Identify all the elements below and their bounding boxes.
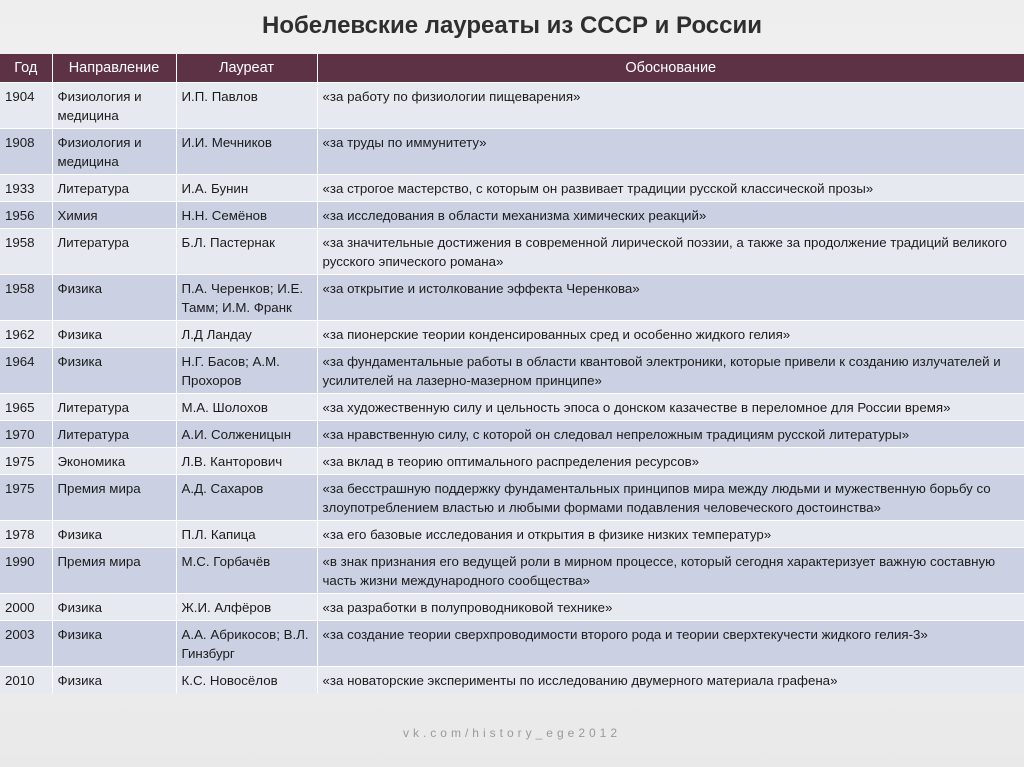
cell-laureate: К.С. Новосёлов	[176, 667, 317, 694]
cell-laureate: А.А. Абрикосов; В.Л. Гинзбург	[176, 621, 317, 667]
cell-field: Физика	[52, 621, 176, 667]
page-title: Нобелевские лауреаты из СССР и России	[261, 12, 763, 39]
table-row	[0, 421, 1024, 448]
cell-reason: «за строгое мастерство, с которым он развивает традиции русской классической прозы»	[317, 175, 1024, 202]
cell-laureate: Л.В. Канторович	[176, 448, 317, 475]
cell-field: Литература	[52, 394, 176, 421]
header-reason: Обоснование	[317, 54, 1024, 83]
cell-year: 1965	[0, 394, 52, 421]
cell-laureate: Ж.И. Алфёров	[176, 594, 317, 621]
header-year: Год	[0, 54, 52, 83]
cell-year: 1990	[0, 548, 52, 594]
cell-year: 1956	[0, 202, 52, 229]
cell-field: Физика	[52, 275, 176, 321]
table-row	[0, 594, 1024, 621]
cell-year: 1904	[0, 83, 52, 129]
cell-year: 1958	[0, 229, 52, 275]
cell-reason: «за художественную силу и цельность эпоса о донском казачестве в переломное для России время»	[317, 394, 1024, 421]
cell-reason: «за создание теории сверхпроводимости второго рода и теории сверхтекучести жидкого гелия-3»	[317, 621, 1024, 667]
cell-laureate: А.И. Солженицын	[176, 421, 317, 448]
cell-field: Литература	[52, 421, 176, 448]
cell-year: 2000	[0, 594, 52, 621]
cell-reason: «за бесстрашную поддержку фундаментальных принципов мира между людьми и мужественную борьбу со злоупотреблением властью и любыми формами подавления человеческого достоинства»	[317, 475, 1024, 521]
cell-reason: «за исследования в области механизма химических реакций»	[317, 202, 1024, 229]
cell-year: 1964	[0, 348, 52, 394]
table-row	[0, 394, 1024, 421]
header-field: Направление	[52, 54, 176, 83]
table-row	[0, 202, 1024, 229]
cell-year: 1975	[0, 448, 52, 475]
table-row	[0, 83, 1024, 129]
cell-reason: «за работу по физиологии пищеварения»	[317, 83, 1024, 129]
table-row	[0, 175, 1024, 202]
footer-watermark: vk.com/history_ege2012	[402, 726, 622, 740]
cell-reason: «за пионерские теории конденсированных сред и особенно жидкого гелия»	[317, 321, 1024, 348]
cell-laureate: П.А. Черенков; И.Е. Тамм; И.М. Франк	[176, 275, 317, 321]
cell-field: Физиология и медицина	[52, 129, 176, 175]
cell-year: 1958	[0, 275, 52, 321]
cell-reason: «за новаторские эксперименты по исследованию двумерного материала графена»	[317, 667, 1024, 694]
cell-laureate: И.П. Павлов	[176, 83, 317, 129]
cell-reason: «за его базовые исследования и открытия в физике низких температур»	[317, 521, 1024, 548]
cell-laureate: И.А. Бунин	[176, 175, 317, 202]
cell-reason: «за вклад в теорию оптимального распределения ресурсов»	[317, 448, 1024, 475]
table-row	[0, 321, 1024, 348]
cell-laureate: А.Д. Сахаров	[176, 475, 317, 521]
cell-laureate: Л.Д Ландау	[176, 321, 317, 348]
table-body	[0, 83, 1024, 694]
cell-year: 2010	[0, 667, 52, 694]
cell-laureate: И.И. Мечников	[176, 129, 317, 175]
cell-laureate: Н.Г. Басов; А.М. Прохоров	[176, 348, 317, 394]
table-row	[0, 475, 1024, 521]
cell-year: 1975	[0, 475, 52, 521]
cell-field: Физика	[52, 321, 176, 348]
cell-field: Химия	[52, 202, 176, 229]
cell-field: Премия мира	[52, 475, 176, 521]
cell-laureate: М.С. Горбачёв	[176, 548, 317, 594]
table-row	[0, 448, 1024, 475]
table-row	[0, 548, 1024, 594]
cell-year: 1962	[0, 321, 52, 348]
cell-field: Премия мира	[52, 548, 176, 594]
cell-field: Физика	[52, 348, 176, 394]
cell-field: Физика	[52, 667, 176, 694]
cell-reason: «за разработки в полупроводниковой технике»	[317, 594, 1024, 621]
cell-reason: «за значительные достижения в современной лирической поэзии, а также за продолжение традиций великого русского эпического романа»	[317, 229, 1024, 275]
cell-field: Литература	[52, 229, 176, 275]
table-row	[0, 667, 1024, 694]
table-row	[0, 229, 1024, 275]
cell-reason: «за открытие и истолкование эффекта Черенкова»	[317, 275, 1024, 321]
cell-field: Физиология и медицина	[52, 83, 176, 129]
table-header-row	[0, 54, 1024, 83]
header-laureate: Лауреат	[176, 54, 317, 83]
table-row	[0, 129, 1024, 175]
table-row	[0, 348, 1024, 394]
laureates-table	[0, 54, 1024, 693]
cell-field: Экономика	[52, 448, 176, 475]
cell-reason: «в знак признания его ведущей роли в мирном процессе, который сегодня характеризует важную составную часть жизни международного сообщества»	[317, 548, 1024, 594]
table-row	[0, 521, 1024, 548]
table-row	[0, 275, 1024, 321]
cell-year: 1970	[0, 421, 52, 448]
cell-year: 1933	[0, 175, 52, 202]
cell-field: Физика	[52, 521, 176, 548]
cell-laureate: Н.Н. Семёнов	[176, 202, 317, 229]
table-row	[0, 621, 1024, 667]
cell-field: Физика	[52, 594, 176, 621]
cell-year: 1978	[0, 521, 52, 548]
cell-reason: «за фундаментальные работы в области квантовой электроники, которые привели к созданию излучателей и усилителей на лазерно-мазерном принципе»	[317, 348, 1024, 394]
cell-laureate: П.Л. Капица	[176, 521, 317, 548]
cell-year: 2003	[0, 621, 52, 667]
cell-reason: «за нравственную силу, с которой он следовал непреложным традициям русской литературы»	[317, 421, 1024, 448]
cell-laureate: Б.Л. Пастернак	[176, 229, 317, 275]
cell-year: 1908	[0, 129, 52, 175]
cell-laureate: М.А. Шолохов	[176, 394, 317, 421]
cell-field: Литература	[52, 175, 176, 202]
cell-reason: «за труды по иммунитету»	[317, 129, 1024, 175]
